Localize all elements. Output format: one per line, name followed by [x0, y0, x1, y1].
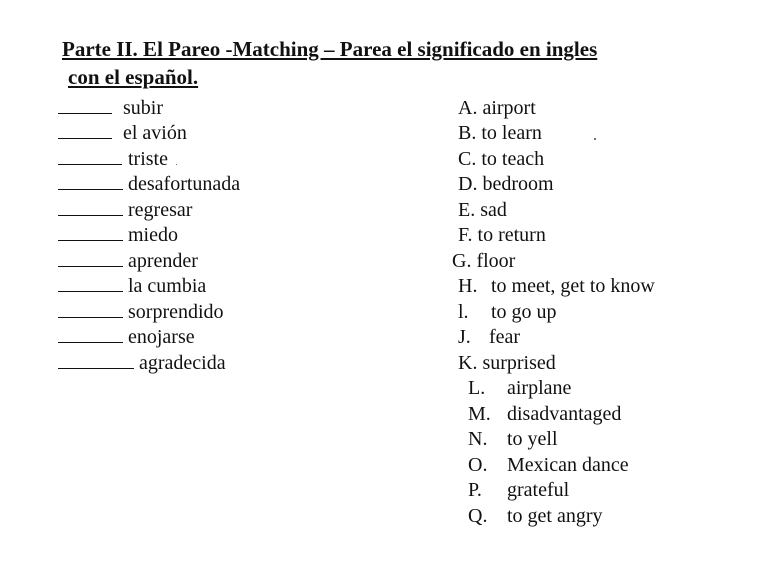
- english-option: l. to go up: [458, 301, 557, 323]
- english-option: D. bedroom: [458, 173, 554, 195]
- answer-blank[interactable]: [58, 121, 112, 139]
- english-option: C. to teach: [458, 148, 545, 170]
- scan-speck: [176, 164, 177, 165]
- english-option: G. floor: [452, 250, 516, 272]
- english-option: E. sad: [458, 199, 507, 221]
- answer-blank[interactable]: [58, 147, 122, 165]
- match-row: [58, 300, 224, 324]
- spanish-word: miedo: [128, 224, 178, 246]
- english-option: Q. to get angry: [468, 505, 603, 527]
- english-option: F. to return: [458, 224, 546, 246]
- spanish-word: aprender: [128, 250, 198, 272]
- answer-blank[interactable]: [58, 351, 134, 369]
- english-option: P. grateful: [468, 479, 570, 501]
- spanish-word: sorprendido: [128, 301, 224, 323]
- match-row: [58, 121, 187, 145]
- match-row: [58, 223, 178, 247]
- answer-blank[interactable]: [58, 249, 123, 267]
- match-row: [58, 325, 195, 349]
- spanish-word: triste: [128, 148, 168, 170]
- match-row: [58, 351, 226, 375]
- english-option: J. fear: [458, 326, 521, 348]
- english-option: K. surprised: [458, 352, 556, 374]
- spanish-word: desafortunada: [128, 173, 241, 195]
- match-row: [58, 172, 240, 196]
- answer-blank[interactable]: [58, 96, 112, 114]
- spanish-word: el avión: [123, 122, 187, 144]
- answer-blank[interactable]: [58, 300, 123, 318]
- answer-blank[interactable]: [58, 172, 123, 190]
- heading-line-2: con el español.: [68, 65, 199, 89]
- english-option: H. to meet, get to know: [458, 275, 655, 297]
- match-row: [58, 198, 192, 222]
- match-row: [58, 96, 163, 120]
- english-option: O. Mexican dance: [468, 454, 629, 476]
- answer-blank[interactable]: [58, 325, 123, 343]
- answer-blank[interactable]: [58, 274, 123, 292]
- english-option: B. to learn: [458, 122, 542, 144]
- section-heading: [62, 35, 702, 91]
- match-row: [58, 274, 206, 298]
- spanish-word: subir: [123, 97, 163, 119]
- spanish-word: la cumbia: [128, 275, 207, 297]
- spanish-word: agradecida: [139, 352, 226, 374]
- english-option: A. airport: [458, 97, 536, 119]
- english-option: L. airplane: [468, 377, 572, 399]
- answer-blank[interactable]: [58, 223, 123, 241]
- english-option: M. disadvantaged: [468, 403, 622, 425]
- cropped-text-remnant: [128, 0, 158, 2]
- match-row: [58, 249, 198, 273]
- scan-speck: [594, 138, 596, 140]
- heading-line-1: Parte II. El Pareo -Matching – Parea el significado en ingles: [62, 37, 598, 61]
- answer-blank[interactable]: [58, 198, 123, 216]
- spanish-word: regresar: [128, 199, 193, 221]
- match-row: [58, 147, 168, 171]
- spanish-word: enojarse: [128, 326, 195, 348]
- english-option: N. to yell: [468, 428, 558, 450]
